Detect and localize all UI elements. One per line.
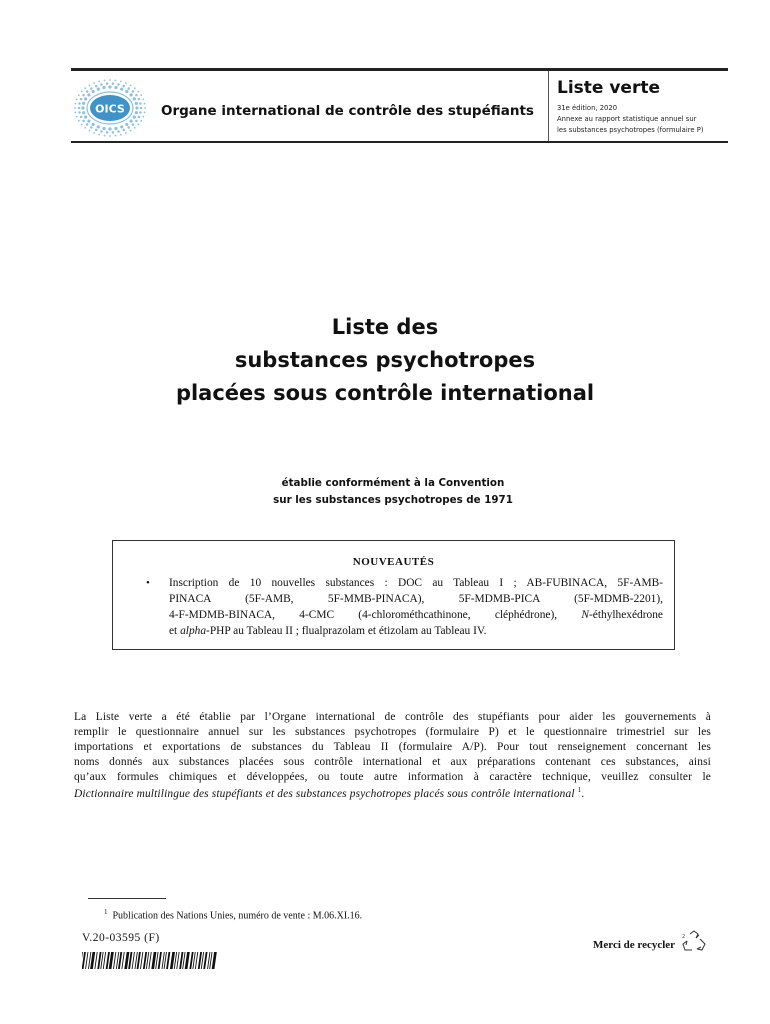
news-line-1: Inscription de 10 nouvelles substances : DOC au Tableau I ; AB-FUBINACA, 5F-AMB- — [169, 577, 663, 589]
main-title-line-1: Liste des — [331, 315, 439, 339]
logo-dot — [125, 90, 128, 93]
logo-dot — [90, 87, 93, 90]
logo-dot — [139, 102, 142, 105]
footnote — [104, 908, 362, 921]
logo-dot — [135, 111, 138, 114]
paragraph-line-1: La Liste verte a été établie par l’Organe international de contrôle des stupéfiants pour aider les gouvernements à — [74, 711, 711, 723]
news-bullet: • — [146, 577, 150, 589]
logo-dot — [108, 127, 111, 130]
logo-dot — [82, 102, 85, 105]
paragraph-line-6 — [74, 786, 711, 800]
logo-dot — [137, 124, 139, 126]
news-line-3-a: 4-F-MDMB-BINACA, 4-CMC (4-chlorométhcathinone, cléphédrone), — [169, 609, 582, 621]
logo-dot — [135, 120, 138, 123]
subtitle-line-2: sur les substances psychotropes de 1971 — [273, 494, 513, 506]
list-title: Liste verte — [557, 78, 661, 98]
logo-dot — [134, 127, 136, 129]
logo-dot — [95, 85, 98, 88]
logo-dot — [106, 131, 109, 134]
paragraph-line-3: importations et exportations de substances du Tableau II (formulaire A/P). Pour tout renseignement concernant les — [74, 741, 711, 753]
logo-dot — [100, 130, 103, 133]
document-number: V.20-03595 (F) — [82, 932, 160, 944]
logo-dot — [125, 82, 127, 84]
logo-dot — [93, 82, 95, 84]
logo-dot — [82, 111, 85, 114]
logo-dot — [84, 127, 86, 129]
logo-dot — [137, 91, 139, 93]
logo-dot — [123, 129, 126, 132]
logo-dot — [133, 97, 136, 100]
logo-dot — [76, 98, 78, 100]
logo-dot — [78, 102, 81, 105]
barcode-bar — [195, 952, 198, 969]
logo-dot — [125, 123, 128, 126]
svg-text:2: 2 — [682, 934, 686, 940]
logo-dot — [84, 97, 87, 100]
recycle-icon — [680, 930, 708, 954]
logo-dot — [112, 82, 115, 85]
barcode — [82, 952, 217, 969]
logo-dot — [84, 87, 86, 89]
logo-dot — [144, 103, 146, 105]
logo-dot — [125, 132, 127, 134]
paragraph-line-2: remplir le questionnaire annuel sur les substances psychotropes (formulaire P) et le questionnaire trimestriel sur les — [74, 726, 711, 738]
logo-dot — [109, 79, 111, 81]
logo-dot — [81, 106, 84, 109]
logo-dot — [140, 120, 142, 122]
logo-dot — [139, 111, 142, 114]
logo-dot — [127, 126, 129, 129]
news-line-4-c: -PHP au Tableau II ; flualprazolam et étizolam au Tableau IV. — [206, 625, 487, 637]
logo-dot — [144, 107, 146, 109]
logo-dot — [120, 134, 122, 136]
logo-dot — [112, 131, 115, 134]
logo-dot — [120, 80, 122, 82]
barcode-bar — [94, 952, 97, 969]
logo-dot — [102, 127, 105, 130]
logo-dot — [130, 130, 132, 132]
logo-dot — [123, 85, 126, 88]
logo-dot — [142, 116, 144, 118]
main-title-line-3: placées sous contrôle international — [175, 381, 595, 405]
logo-dot — [135, 106, 138, 109]
logo-dot — [130, 119, 133, 122]
news-line-3 — [169, 609, 663, 621]
news-line-4 — [169, 625, 663, 637]
footnote-rule — [88, 898, 166, 899]
logo-dot — [135, 94, 138, 97]
header-top-rule — [71, 68, 728, 71]
logo-dot — [89, 130, 91, 132]
logo-dot — [102, 86, 105, 89]
logo-dot — [115, 79, 117, 81]
footnote-marker: 1 — [104, 908, 108, 916]
barcode-bar — [113, 952, 116, 969]
logo-dot — [140, 107, 143, 110]
barcode-bar — [148, 952, 151, 969]
logo-dot — [86, 123, 89, 126]
logo-dot — [132, 123, 135, 126]
logo-dot — [90, 126, 93, 129]
logo-dot — [81, 91, 83, 93]
logo-dot — [133, 116, 136, 119]
logo-dot — [120, 125, 123, 128]
barcode-bar — [203, 952, 207, 969]
barcode-bar — [121, 952, 124, 969]
header-divider — [548, 71, 549, 141]
logo-dot — [76, 116, 78, 118]
logo-dot — [92, 123, 95, 126]
logo-dot — [108, 85, 111, 88]
logo-dot — [78, 94, 80, 96]
paragraph-line-4: noms donnés aux substances placées sous contrôle international et aux préparations contenant ces substances, ainsi — [74, 756, 711, 768]
logo-dot — [82, 120, 85, 123]
logo-dot — [127, 87, 129, 90]
logo-dot — [98, 80, 100, 82]
barcode-bar — [166, 952, 170, 969]
paragraph-line-5: qu’aux formules chimiques et développées, ou toute autre information à caractère technique, veuillez consulter le — [74, 771, 711, 783]
barcode-bar — [82, 952, 86, 969]
logo-dot — [75, 111, 77, 113]
organization-name: Organe international de contrôle des stupéfiants — [161, 103, 534, 119]
logo-dot — [140, 94, 142, 96]
logo-dot — [97, 125, 100, 128]
footnote-reference: 1 — [577, 786, 582, 794]
logo-dot — [86, 90, 89, 93]
logo-dot — [120, 87, 123, 90]
logo-dot — [117, 83, 120, 86]
logo-dot — [87, 93, 90, 96]
news-line-2: PINACA (5F-AMB, 5F-MMB-PINACA), 5F-MDMB-PICA (5F-MDMB-2201), — [169, 593, 663, 605]
logo-dot — [75, 103, 77, 105]
logo-dot — [114, 127, 117, 130]
logo-dot — [78, 107, 81, 110]
oics-logo — [74, 76, 146, 140]
recycle-text: Merci de recycler — [593, 939, 676, 951]
subtitle-line-1: établie conformément à la Convention — [281, 477, 505, 489]
logo-dot — [117, 130, 120, 133]
logo-dot — [109, 135, 111, 137]
barcode-bar — [176, 952, 179, 969]
logo-dot — [144, 111, 146, 113]
logo-dot — [98, 134, 100, 136]
logo-dot — [130, 84, 132, 86]
barcode-bar — [140, 952, 143, 969]
logo-dot — [92, 90, 95, 93]
logo-dot — [142, 98, 144, 100]
logo-dot — [106, 82, 109, 85]
news-box — [112, 540, 675, 650]
main-title-line-2: substances psychotropes — [234, 348, 536, 372]
barcode-bar — [158, 952, 162, 969]
logo-dot — [135, 102, 138, 105]
logo-dot — [138, 116, 141, 119]
logo-dot — [84, 116, 87, 119]
news-line-3-b: N — [581, 609, 589, 621]
news-line-4-b: alpha — [180, 625, 207, 637]
logo-dot — [78, 120, 80, 122]
logo-dot — [93, 132, 95, 134]
logo-dot — [81, 124, 83, 126]
logo-dot — [104, 79, 106, 81]
logo-text: OICS — [95, 102, 125, 116]
logo-dot — [138, 98, 141, 101]
news-line-3-c: -éthylhexédrone — [588, 609, 663, 621]
barcode-bar — [103, 952, 106, 969]
barcode-bar — [132, 952, 135, 969]
edition-text: 31e édition, 2020 — [557, 104, 618, 112]
logo-dot — [78, 111, 81, 114]
barcode-bar — [85, 952, 88, 969]
annex-line-1: Annexe au rapport statistique annuel sur — [557, 115, 697, 123]
news-heading: NOUVEAUTÉS — [352, 556, 435, 568]
logo-dot — [82, 94, 85, 97]
logo-dot — [80, 98, 83, 101]
logo-dot — [104, 135, 106, 137]
logo-dot — [100, 83, 103, 86]
news-line-4-a: et — [169, 625, 181, 637]
logo-dot — [114, 86, 117, 89]
barcode-bar — [212, 952, 217, 969]
logo-dot — [80, 116, 83, 119]
logo-dot — [130, 93, 133, 96]
logo-dot — [115, 135, 117, 137]
logo-dot — [87, 119, 90, 122]
dictionary-title: Dictionnaire multilingue des stupéfiants et des substances psychotropes placés sous contrôle international — [74, 787, 575, 800]
logo-dot — [134, 87, 136, 89]
logo-dot — [97, 87, 100, 90]
logo-dot — [89, 84, 91, 86]
logo-dot — [74, 107, 76, 109]
paragraph-end: . — [581, 787, 585, 800]
logo-dot — [132, 90, 135, 93]
barcode-bar — [185, 952, 190, 969]
annex-line-2: les substances psychotropes (formulaire P) — [557, 126, 704, 134]
logo-dot — [95, 129, 98, 132]
header-bottom-rule — [71, 141, 728, 143]
footnote-text: Publication des Nations Unies, numéro de vente : M.06.XI.16. — [112, 910, 363, 922]
